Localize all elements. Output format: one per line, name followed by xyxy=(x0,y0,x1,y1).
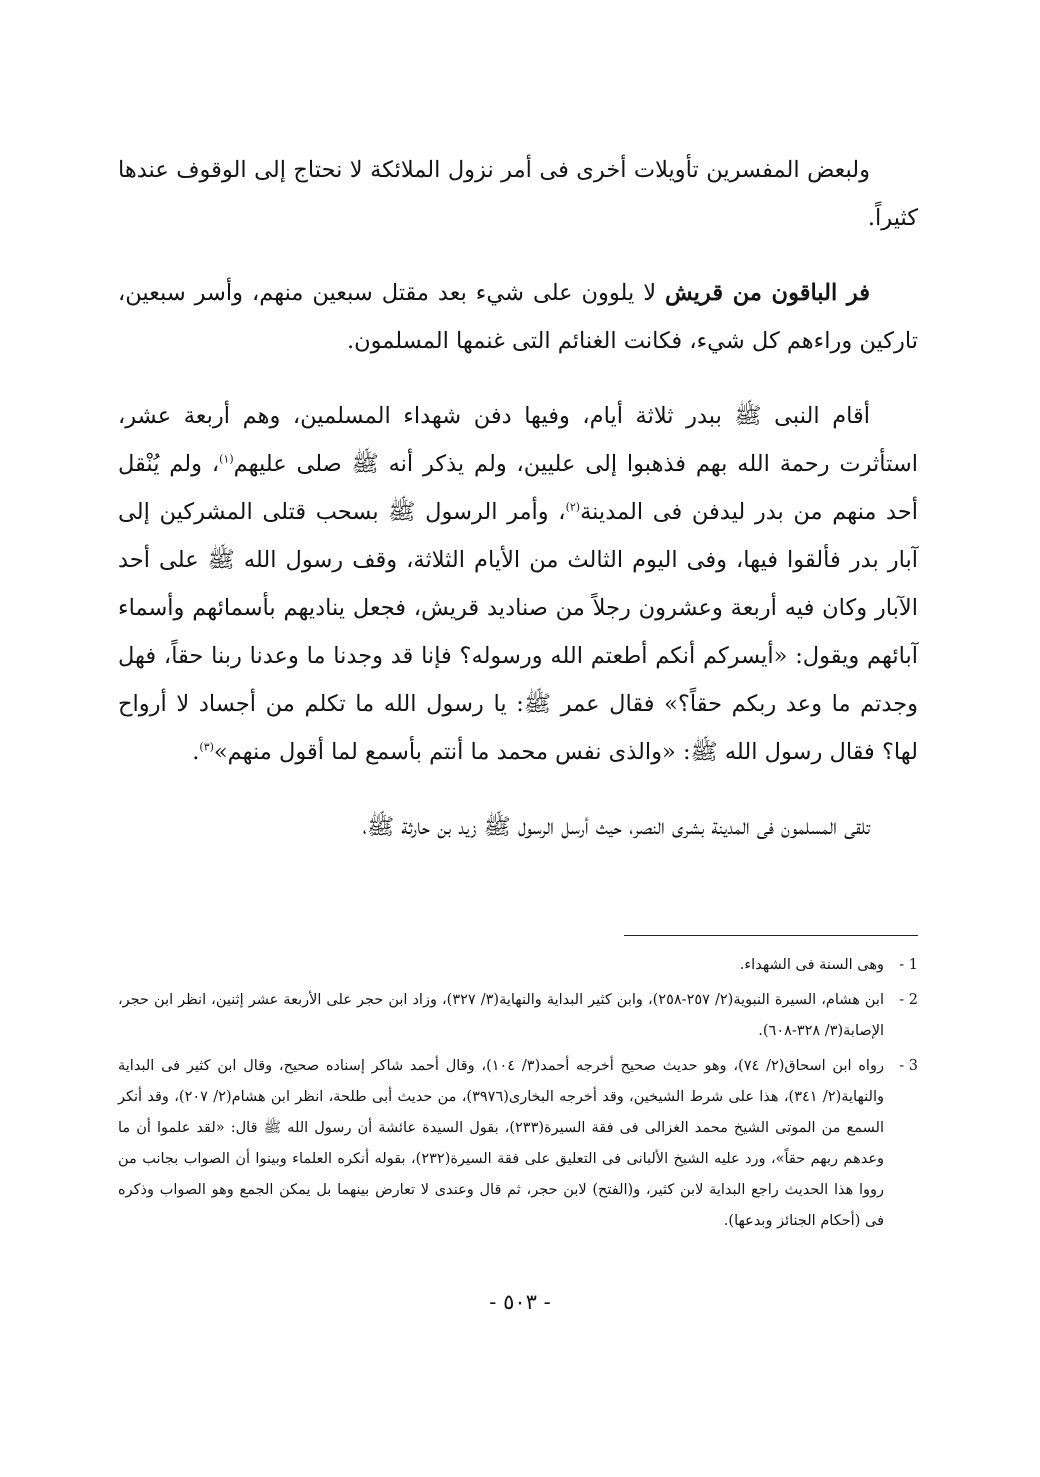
footnote-3-number: 3 - xyxy=(899,1058,918,1074)
footnote-2 xyxy=(118,985,918,1047)
paragraph-3-part-1: أقام النبى ﷺ ببدر ثلاثة أيام، وفيها دفن شهداء المسلمين، وهم أربعة عشر، استأثرت رحمة الله بهم فذهبوا إلى عليين، ولم يذكر أنه ﷺ صلى عليهم xyxy=(118,403,918,477)
paragraph-2-text: لا يلوون على شيء بعد مقتل سبعين منهم، وأسر سبعين، تاركين وراءهم كل شيء، فكانت الغنائم التى غنمها المسلمون. xyxy=(118,280,918,354)
paragraph-3-part-3: ، وأمر الرسول ﷺ بسحب قتلى المشركين إلى آبار بدر فألقوا فيها، وفى اليوم الثالث من الأيام الثلاثة، وقف رسول الله ﷺ على أحد الآبار وكان فيه أربعة وعشرون رجلاً من صناديد قريش، فجعل يناديهم بأسمائهم وأسماء آبائهم ويقول: «أيسركم أنكم أطعتم الله ورسوله؟ فإنا قد وجدنا ما وعدنا ربنا حقاً، فهل وجدتم ما وعد ربكم حقاً؟» فقال عمر ﷺ: يا رسول الله ما تكلم من أجساد لا أرواح لها؟ فقال رسول الله ﷺ: «والذى نفس محمد ما أنتم بأسمع لما أقول منهم» xyxy=(118,499,918,765)
footnotes xyxy=(118,950,918,1241)
paragraph-2-lead: فر الباقون من قريش xyxy=(664,280,870,306)
paragraph-1 xyxy=(118,146,918,242)
paragraph-1-text: ولبعض المفسرين تأويلات أخرى فى أمر نزول الملائكة لا نحتاج إلى الوقوف عندها كثيراً. xyxy=(118,157,918,231)
footnote-1 xyxy=(118,950,918,981)
footnote-3-text: رواه ابن اسحاق(٢/ ٧٤)، وهو حديث صحيح أخرجه أحمد(٣/ ١٠٤)، وقال أحمد شاكر إسناده صحيح، وقال ابن كثير فى البداية والنهاية(٢/ ٣٤١)، هذا على شرط الشيخين، وقد أخرجه البخارى(٣٩٧٦)، من حديث أبى طلحة، انظر ابن هشام(٢/ ٢٠٧)، وقد أنكر السمع من الموتى الشيخ محمد الغزالى فى فقة السيرة(٢٣٣)، بقول السيدة عائشة أن رسول الله ﷺ قال: «لقد علموا أن ما وعدهم ربهم حقاً»، ورد عليه الشيخ الألبانى فى التعليق على فقة السيرة(٢٣٢)، بقوله أنكره العلماء وبينوا أن الصواب بجانب من رووا هذا الحديث راجع البداية لابن كثير، و(الفتح) لابن حجر، ثم قال وعندى لا تعارض بينهما بل يمكن الجمع وهو الصواب وذكره فى (أحكام الجنائز وبدعها). xyxy=(118,1058,884,1229)
footnote-1-text: وهى السنة فى الشهداء. xyxy=(739,957,884,973)
footnote-ref-1[interactable]: (١) xyxy=(219,452,234,466)
main-text xyxy=(118,146,918,878)
footnote-separator xyxy=(624,935,918,936)
paragraph-3-part-4: . xyxy=(192,739,200,765)
footnote-ref-2[interactable]: (٢) xyxy=(565,500,581,514)
footnote-2-number: 2 - xyxy=(899,992,918,1008)
footnote-3 xyxy=(118,1051,918,1237)
footnote-ref-3[interactable]: (٣) xyxy=(199,740,214,754)
paragraph-4 xyxy=(118,803,918,851)
paragraph-4-text: تلقى المسلمون فى المدينة بشرى النصر، حيث أرسل الرسول ﷺ زيد بن حارثة ﷺ، xyxy=(362,814,870,840)
footnote-1-number: 1 - xyxy=(899,957,918,973)
page-number: - ٥٠٣ - xyxy=(489,1290,551,1314)
paragraph-2 xyxy=(118,269,918,365)
paragraph-3 xyxy=(118,392,918,776)
paragraph-3-part-2: ، ولم يُنْقل أحد منهم من بدر ليدفن فى المدينة xyxy=(118,451,919,525)
footnote-2-text: ابن هشام، السيرة النبوية(٢/ ٢٥٧-٢٥٨)، وابن كثير البداية والنهاية(٣/ ٣٢٧)، وزاد ابن حجر على الأربعة عشر إثنين، انظر ابن حجر، الإصابة(٣/ ٣٢٨-٦٠٨). xyxy=(118,992,884,1039)
